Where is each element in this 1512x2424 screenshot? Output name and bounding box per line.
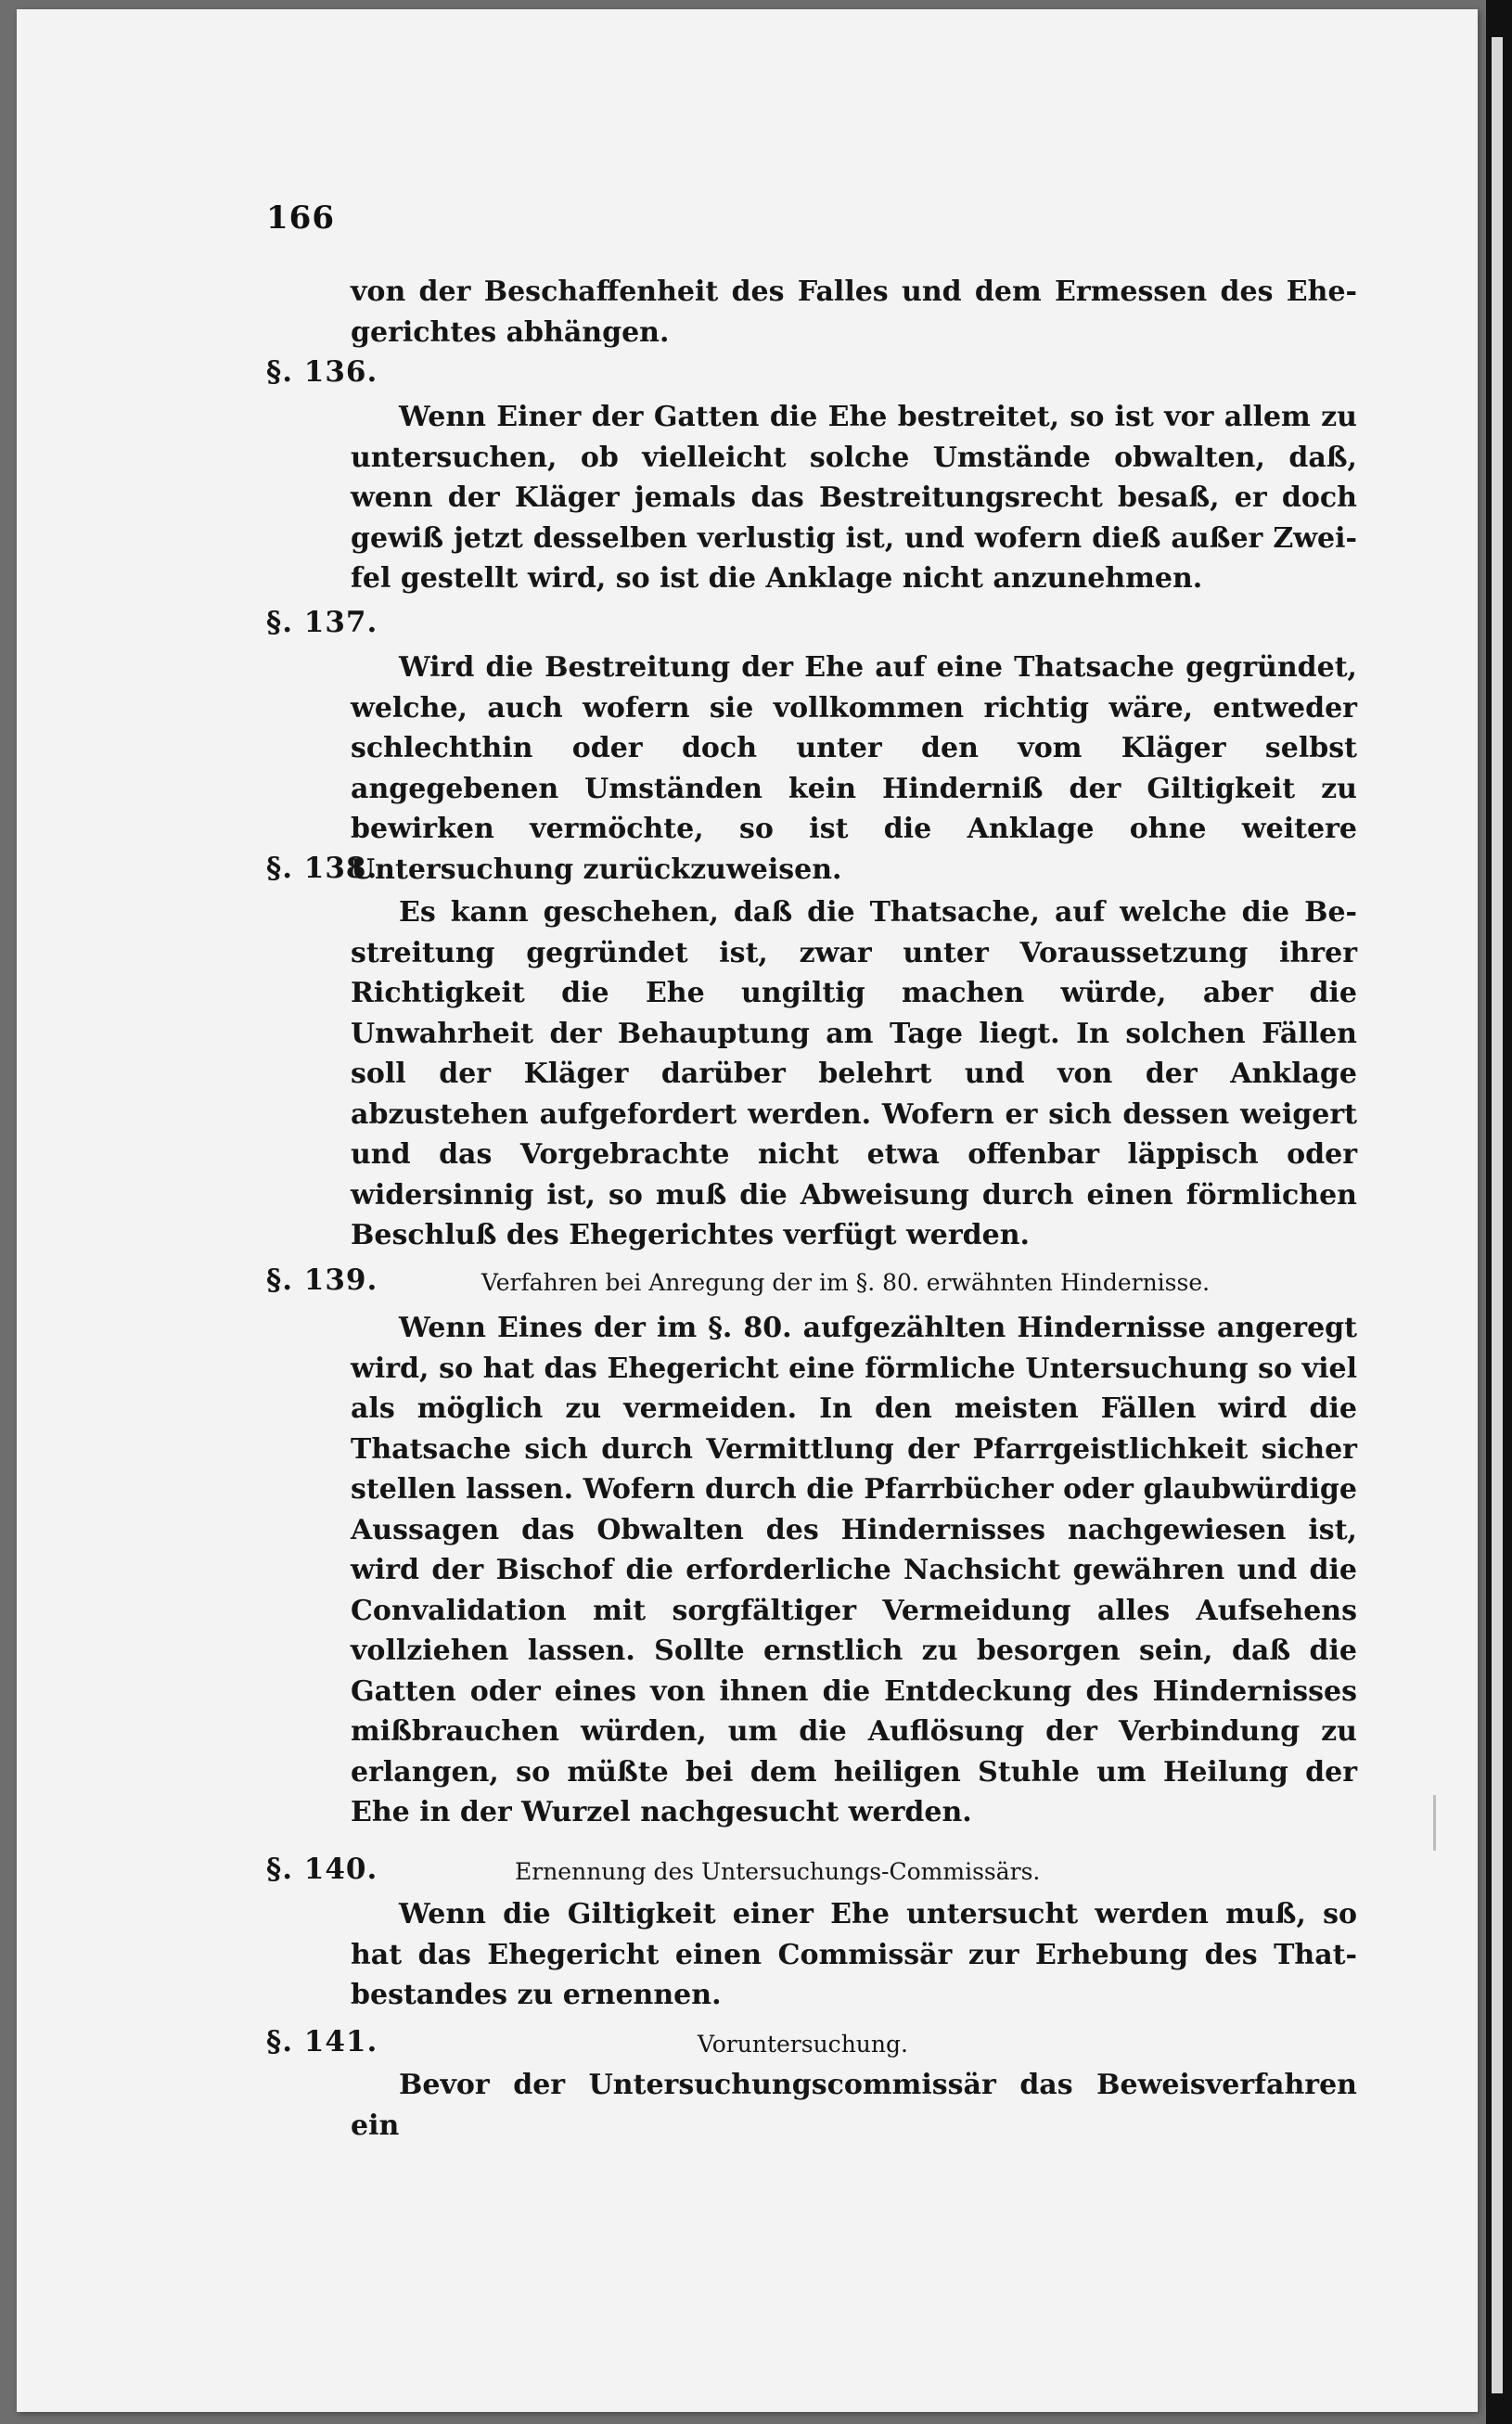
section-title: Voruntersuchung. (698, 2031, 908, 2058)
section-number: §. 140. (266, 1853, 378, 1886)
section-138-heading (266, 852, 1370, 892)
section-title: Verfahren bei Anregung der im §. 80. erwähnten Hindernisse. (481, 1269, 1211, 1296)
section-text: Es kann geschehen, daß die Thatsache, auf welche die Bestreitung gegründet ist, zwar unter Voraussetzung ihrer Richtigkeit die Ehe ungiltig machen würde, aber die Unwahrheit der Behauptung am Tage liegt. In solchen Fällen soll der Kläger darüber belehrt und von der Anklage abzustehen aufgefordert werden. Wofern er sich dessen weigert und das Vorgebrachte nicht etwa offenbar läppisch oder widersinnig ist, so muß die Abweisung durch einen förmlichen Beschluß des Ehegerichtes verfügt werden. (351, 896, 1357, 1251)
section-141-heading (266, 2025, 1370, 2066)
section-138-body (351, 892, 1357, 1256)
section-139-heading (266, 1263, 1370, 1304)
section-number: §. 139. (266, 1263, 378, 1297)
section-number: §. 138. (266, 852, 378, 885)
section-136-body (351, 397, 1357, 599)
section-139-body (351, 1308, 1357, 1833)
section-text: Wird die Bestreitung der Ehe auf eine Thatsache gegründet, welche, auch wofern sie vollkommen richtig wäre, entweder schlechthin oder doch unter den vom Kläger selbst angegebenen Umständen kein Hinderniß der Giltigkeit zu bewirken vermöchte, so ist die Anklage ohne weitere Untersuchung zurückzuweisen. (351, 651, 1357, 886)
section-text: Bevor der Untersuchungscommissär das Beweisverfahren ein (351, 2069, 1357, 2142)
section-number: §. 137. (266, 606, 378, 639)
continuation-paragraph (351, 272, 1357, 353)
section-137-heading (266, 606, 1370, 647)
section-title: Ernennung des Untersuchungs-Commissärs. (515, 1858, 1041, 1885)
section-text: Wenn die Giltigkeit einer Ehe untersucht werden muß, so hat das Ehegericht einen Commissär zur Erhebung des Thatbestandes zu ernennen. (351, 1898, 1357, 2011)
section-140-heading (266, 1853, 1370, 1893)
scan-smudge (1433, 1795, 1436, 1851)
section-136-heading (266, 355, 1370, 396)
section-number: §. 136. (266, 355, 378, 389)
section-number: §. 141. (266, 2025, 378, 2058)
section-text: Wenn Einer der Gatten die Ehe bestreitet, so ist vor allem zu untersuchen, ob vielleicht solche Umstände obwalten, daß, wenn der Kläger jemals das Bestreitungsrecht besaß, er doch gewiß jetzt desselben verlustig ist, und wofern dieß außer Zweifel gestellt wird, so ist die Anklage nicht anzunehmen. (351, 401, 1357, 595)
section-141-body (351, 2065, 1357, 2146)
continuation-text: von der Beschaffenheit des Falles und dem Ermessen des Ehegerichtes abhängen. (351, 276, 1357, 349)
section-text: Wenn Eines der im §. 80. aufgezählten Hindernisse angeregt wird, so hat das Ehegericht eine förmliche Untersuchung so viel als möglich zu vermeiden. In den meisten Fällen wird die Thatsache sich durch Vermittlung der Pfarrgeistlichkeit sicher stellen lassen. Wofern durch die Pfarrbücher oder glaubwürdige Aussagen das Obwalten des Hindernisses nachgewiesen ist, wird der Bischof die erforderliche Nachsicht gewähren und die Convalidation mit sorgfältiger Vermeidung alles Aufsehens vollziehen lassen. Sollte ernstlich zu besorgen sein, daß die Gatten oder eines von ihnen die Entdeckung des Hindernisses mißbrauchen würden, um die Auflösung der Verbindung zu erlangen, so müßte bei dem heiligen Stuhle um Heilung der Ehe in der Wurzel nachgesucht werden. (351, 1312, 1357, 1828)
section-140-body (351, 1894, 1357, 2016)
adjacent-page-strip (1492, 37, 1503, 2393)
page-number: 166 (266, 199, 335, 237)
